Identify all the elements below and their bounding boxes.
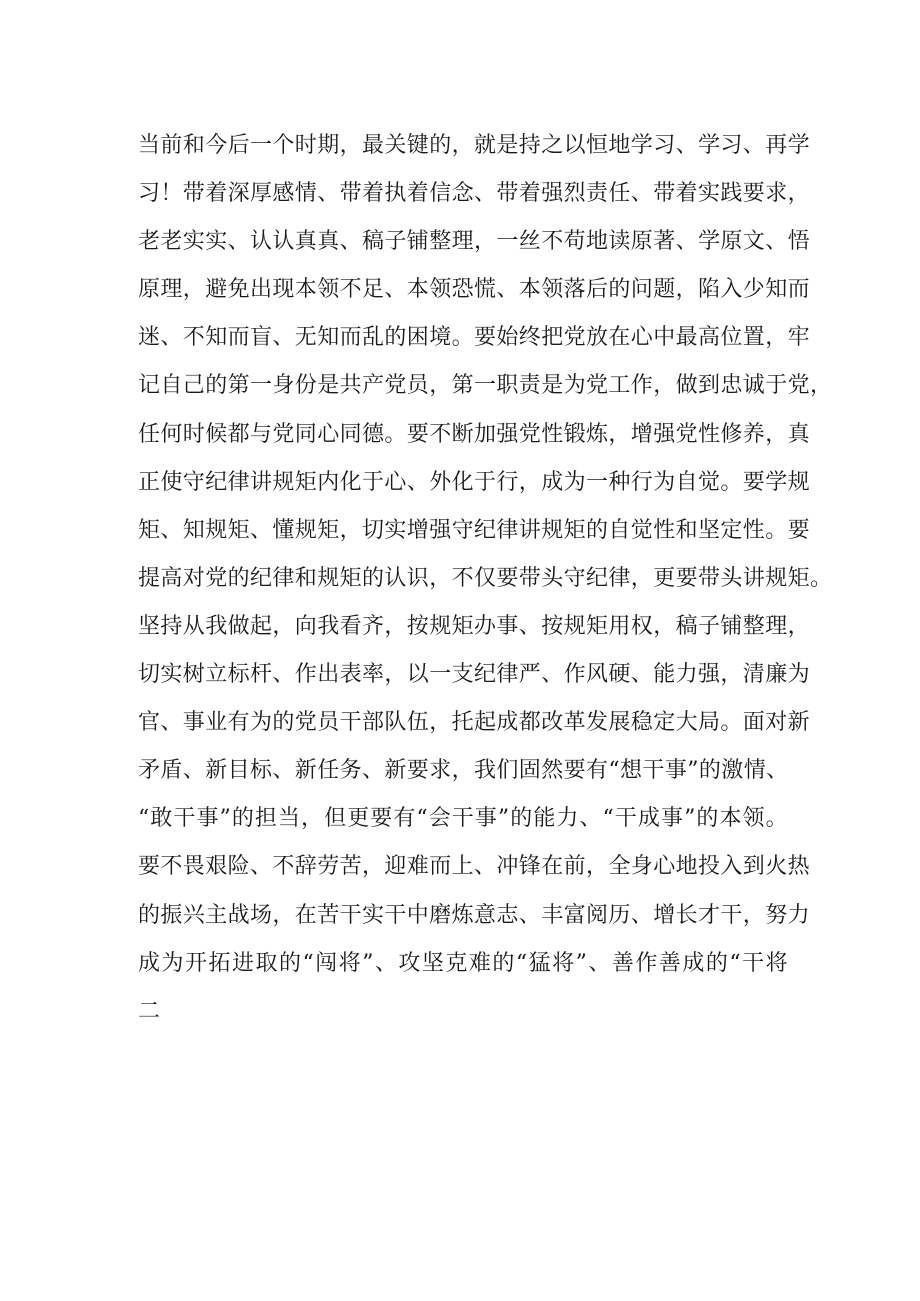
text-line: 二 — [138, 998, 161, 1024]
text-line: 切实树立标杆、作出表率，以一支纪律严、作风硬、能力强，清廉为 — [138, 662, 811, 688]
text-line: 要不畏艰险、不辞劳苦，迎难而上、冲锋在前，全身心地投入到火热 — [138, 854, 811, 880]
text-line: 老老实实、认认真真、稿子铺整理，一丝不苟地读原著、学原文、悟 — [138, 229, 811, 255]
text-line: 原理，避免出现本领不足、本领恐慌、本领落后的问题，陷入少知而 — [138, 277, 811, 303]
text-line: 记自己的第一身份是共产党员，第一职责是为党工作，做到忠诚于党， — [138, 373, 833, 399]
text-line: 提高对党的纪律和规矩的认识，不仅要带头守纪律，更要带头讲规矩。 — [138, 565, 833, 591]
text-line: 坚持从我做起，向我看齐，按规矩办事、按规矩用权，稿子铺整理， — [138, 613, 811, 639]
text-line: 的振兴主战场，在苦干实干中磨炼意志、丰富阅历、增长才干，努力 — [138, 902, 811, 928]
text-line: 官、事业有为的党员干部队伍，托起成都改革发展稳定大局。面对新 — [138, 710, 811, 736]
text-line: 正使守纪律讲规矩内化于心、外化于行，成为一种行为自觉。要学规 — [138, 469, 811, 495]
text-line: 矩、知规矩、懂规矩，切实增强守纪律讲规矩的自觉性和坚定性。要 — [138, 517, 811, 543]
text-line: 矛盾、新目标、新任务、新要求，我们固然要有“想干事”的激情、 — [138, 758, 789, 784]
text-line: 成为开拓进取的“闯将”、攻坚克难的“猛将”、善作善成的“干将 — [138, 950, 788, 976]
text-line: 任何时候都与党同心同德。要不断加强党性锻炼，增强党性修养，真 — [138, 421, 811, 447]
text-line: 当前和今后一个时期，最关键的，就是持之以恒地学习、学习、再学 — [138, 133, 811, 158]
body-paragraph — [138, 122, 833, 1036]
text-line: 迷、不知而盲、无知而乱的困境。要始终把党放在心中最高位置，牢 — [138, 325, 811, 351]
text-line: “敢干事”的担当，但更要有“会干事”的能力、“干成事”的本领。 — [138, 806, 788, 832]
text-line: 习！带着深厚感情、带着执着信念、带着强烈责任、带着实践要求， — [138, 181, 811, 207]
